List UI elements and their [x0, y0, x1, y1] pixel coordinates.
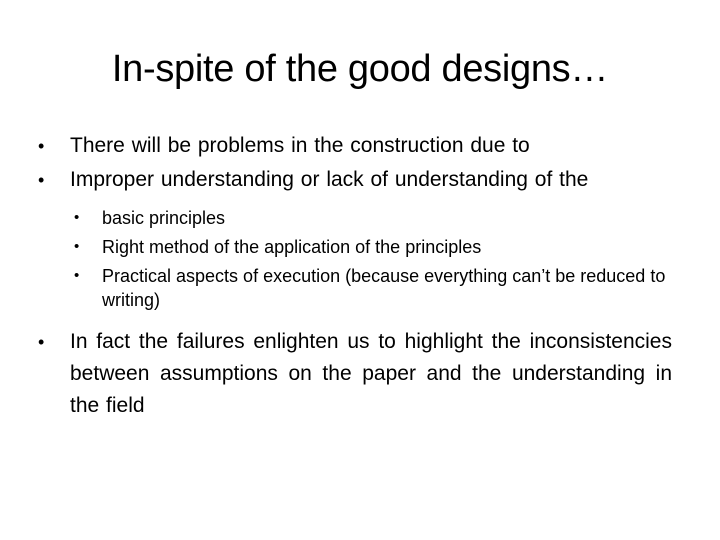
- sub-bullet-marker: •: [74, 267, 80, 284]
- bullet-item: [36, 326, 672, 422]
- sub-bullet-marker: •: [74, 209, 80, 226]
- bullet-marker: •: [38, 170, 45, 190]
- bullet-item: [36, 130, 672, 162]
- slide-title: In-spite of the good designs…: [111, 48, 609, 90]
- sub-bullet-item: [70, 235, 672, 259]
- sub-bullet-item: [70, 206, 672, 230]
- bullet-text: Improper understanding or lack of understanding of the: [70, 168, 589, 191]
- bullet-text: In fact the failures enlighten us to highlight the inconsistencies between assumptions on the paper and the understanding in the field: [70, 330, 672, 417]
- sub-bullet-text: basic principles: [102, 208, 226, 228]
- bullet-item: [36, 164, 672, 196]
- sub-bullet-list: [70, 206, 672, 312]
- bullet-text: There will be problems in the construction due to: [70, 134, 530, 157]
- sub-bullet-text: Right method of the application of the principles: [102, 237, 482, 257]
- sub-bullet-marker: •: [74, 238, 80, 255]
- bullet-marker: •: [38, 332, 45, 352]
- bullet-marker: •: [38, 136, 45, 156]
- slide-body: [36, 130, 672, 422]
- sub-bullet-item: [70, 264, 672, 312]
- sub-bullet-text: Practical aspects of execution (because everything can’t be reduced to writing): [102, 266, 666, 310]
